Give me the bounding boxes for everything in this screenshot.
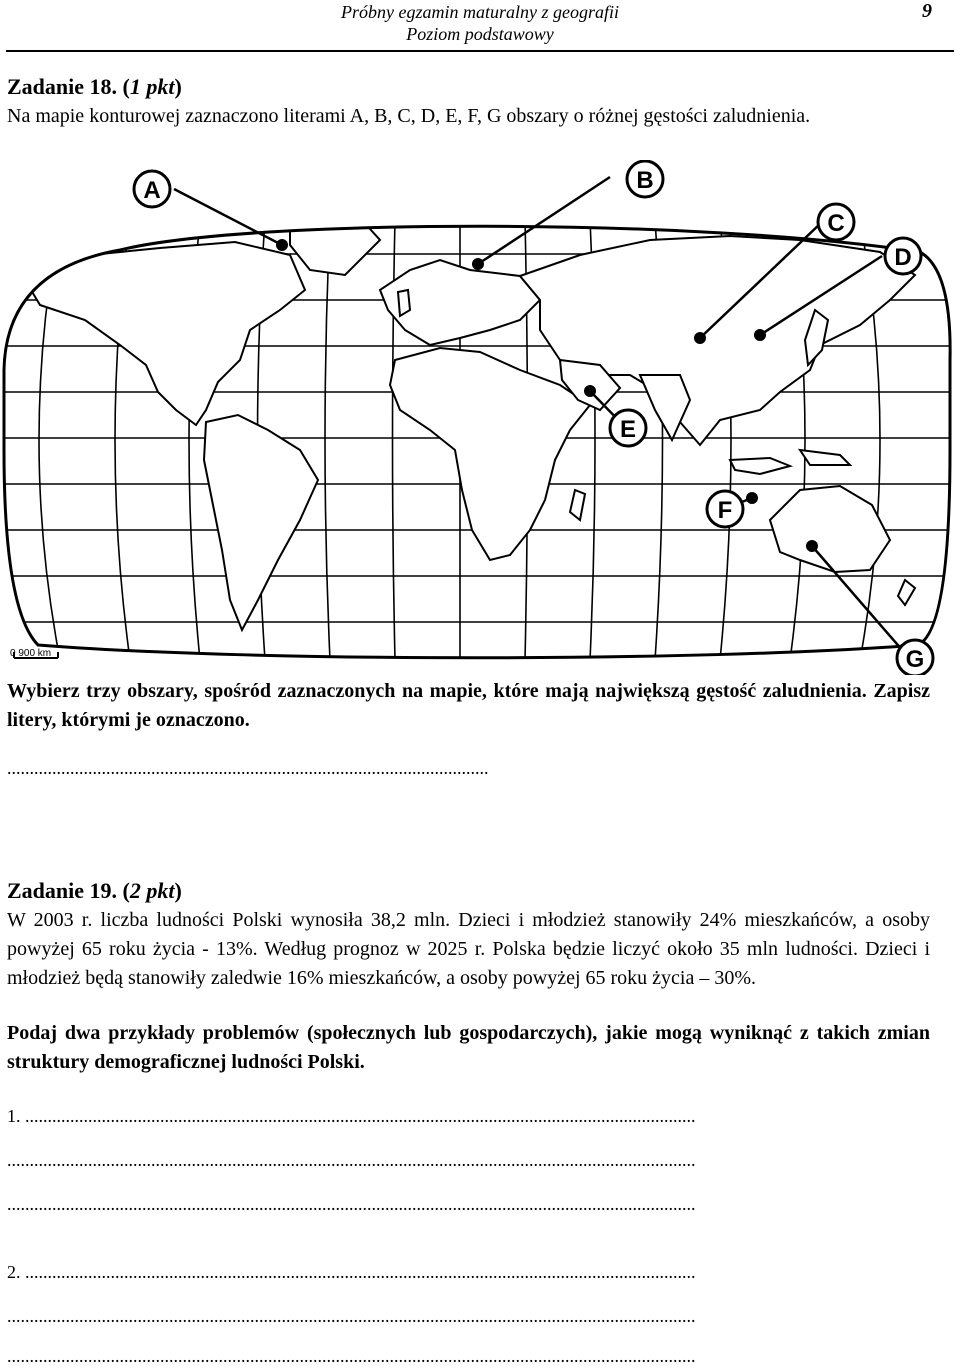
answer-1-line-1[interactable]: 1. .....................................................................................................................................................: [7, 1106, 696, 1126]
answer-1-line-3[interactable]: .........................................................................................................................................................: [7, 1194, 696, 1214]
map-label-b: B: [636, 167, 654, 194]
map-label-a: A: [143, 177, 161, 204]
exam-level: Poziom podstawowy: [406, 24, 554, 44]
map-label-g: G: [905, 646, 925, 673]
map-label-f: F: [717, 497, 733, 524]
answer-2-line-2[interactable]: .........................................................................................................................................................: [7, 1306, 696, 1326]
map-landmasses: [25, 218, 915, 630]
header-rule: [6, 50, 954, 52]
task-19-instruction: Podaj dwa przykłady problemów (społecznych lub gospodarczych), jakie mogą wyniknąć z takich zmian struktury demograficznej ludności Polski.: [7, 1022, 930, 1073]
task-18-question: Wybierz trzy obszary, spośród zaznaczonych na mapie, które mają największą gęstość zaludnienia. Zapisz litery, którymi je oznaczono.: [7, 680, 930, 731]
task-19-title: Zadanie 19. (2 pkt): [7, 878, 182, 903]
task-19-text: W 2003 r. liczba ludności Polski wynosiła 38,2 mln. Dzieci i młodzież stanowiły 24% mieszkańców, a osoby powyżej 65 roku życia - 13%. Według prognoz w 2025 r. Polska będzie liczyć około 35 mln ludności. Dzieci i młodzież będą stanowiły zaledwie 16% mieszkańców, a osoby powyżej 65 roku życia – 30%.: [7, 909, 930, 989]
answer-1-line-2[interactable]: .........................................................................................................................................................: [7, 1150, 696, 1170]
map-scale-label: 0 900 km: [10, 648, 52, 659]
exam-title: Próbny egzamin maturalny z geografii: [341, 2, 619, 22]
map-label-c: C: [827, 210, 845, 237]
map-label-d: D: [894, 244, 912, 271]
world-contour-map: [0, 160, 960, 675]
task-18-intro: Na mapie konturowej zaznaczono literami A, B, C, D, E, F, G obszary o różnej gęstości zaludnienia.: [7, 105, 811, 127]
map-label-e: E: [619, 416, 637, 443]
task-18-answer-line[interactable]: ...........................................................................................................: [7, 758, 489, 778]
page-number: 9: [922, 0, 932, 22]
answer-2-line-3[interactable]: .........................................................................................................................................................: [7, 1346, 696, 1366]
answer-2-line-1[interactable]: 2. .....................................................................................................................................................: [7, 1262, 696, 1282]
task-18-title: Zadanie 18. (1 pkt): [7, 74, 182, 99]
